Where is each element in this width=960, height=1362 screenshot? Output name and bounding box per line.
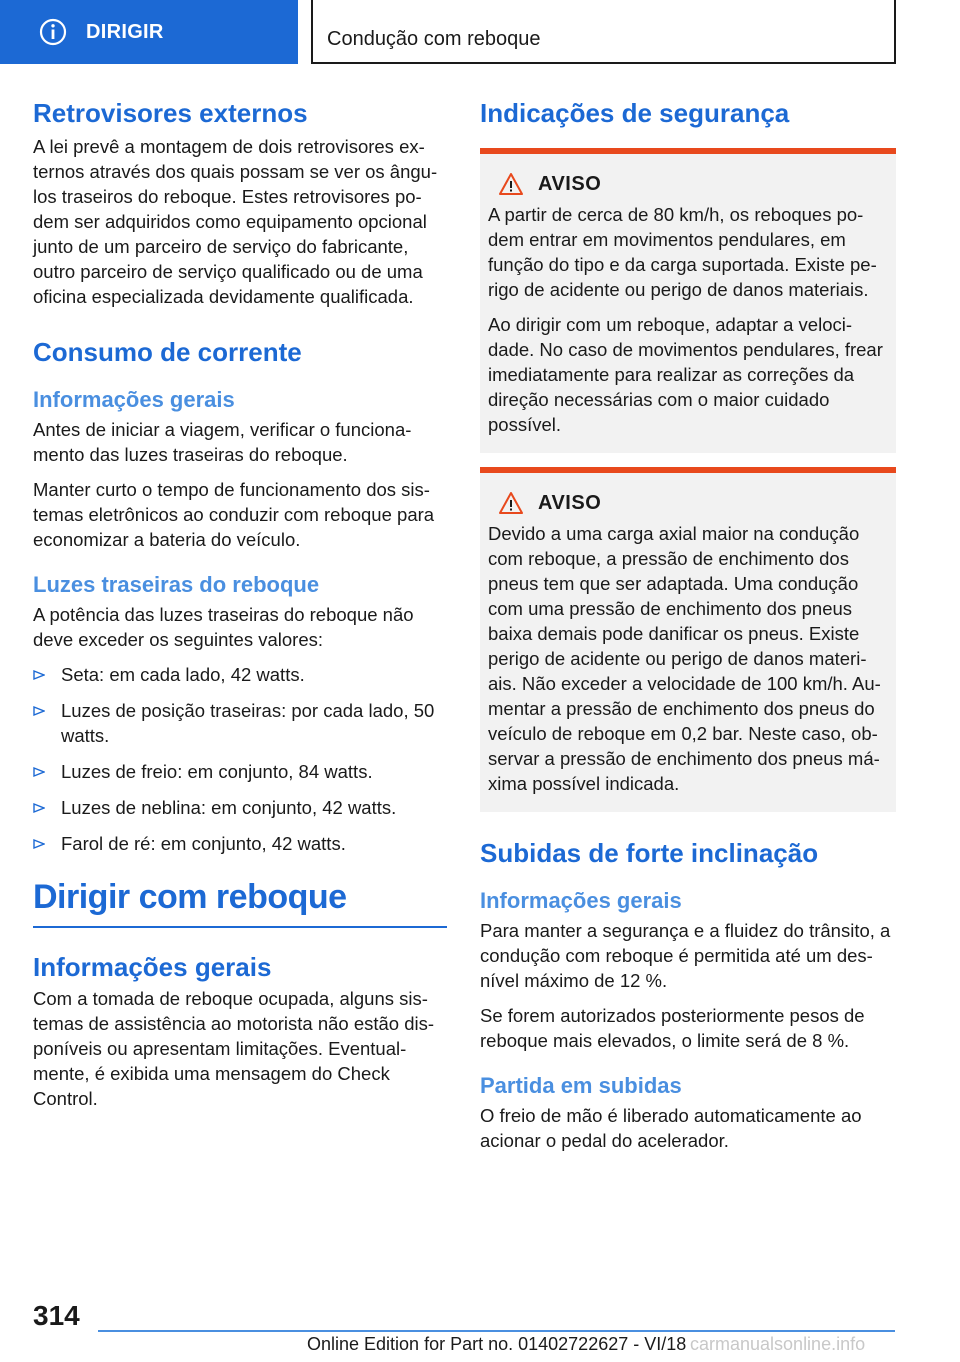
consumo-paragraph-1: Antes de iniciar a viagem, verificar o funciona-mento das luzes traseiras do reboque. — [33, 419, 412, 465]
luzes-intro: A potência das luzes traseiras do reboque não deve exceder os seguintes valores: — [33, 604, 414, 650]
subidas-paragraph-1: Para manter a segurança e a fluidez do trânsito, a condução com reboque é permitida até um des-nível máximo de 12 %. — [480, 920, 891, 991]
warning-triangle-icon — [498, 172, 524, 196]
warning-triangle-icon — [498, 491, 524, 515]
consumo-paragraph-2: Manter curto o tempo de funcionamento dos sis-temas eletrônicos ao conduzir com reboque para economizar a bateria do veículo. — [33, 479, 435, 550]
triangle-bullet-icon — [33, 802, 45, 814]
subheading-subidas-informacoes: Informações gerais — [480, 888, 682, 913]
subheading-dirigir-informacoes: Informações gerais — [33, 952, 272, 982]
warning-title: AVISO — [538, 172, 602, 195]
edition-text: Online Edition for Part no. 01402722627 - VI/18 — [307, 1334, 687, 1354]
heading-seguranca: Indicações de segurança — [480, 98, 790, 128]
list-item-text: Luzes de posição traseiras: por cada lado, 50 watts. — [61, 700, 435, 746]
subheading-partida: Partida em subidas — [480, 1073, 682, 1098]
warning-box-2 — [480, 467, 896, 812]
heading-retrovisores: Retrovisores externos — [33, 98, 308, 128]
warning-1-paragraph-1: A partir de cerca de 80 km/h, os reboques po-dem entrar em movimentos pendulares, em função do tipo e da carga suportada. Existe pe-rigo de acidente ou perigo de danos materiais. — [488, 204, 877, 300]
heading-rule — [33, 926, 447, 928]
section-tab — [0, 0, 298, 64]
chapter-title: Condução com reboque — [327, 28, 541, 50]
list-item — [33, 831, 447, 856]
retrovisores-body: A lei prevê a montagem de dois retrovisores ex-ternos através dos quais possam se ver os ângu-los traseiros do reboque. Estes retrovisores po-dem ser adquiridos como equipamento opcional junto de um parceiro de serviço do fabricante, outro parceiro de serviço qualificado ou de uma oficina especializada devidamente qualificada. — [33, 136, 438, 307]
subheading-informacoes-gerais: Informações gerais — [33, 387, 235, 412]
footer-rule — [98, 1330, 895, 1332]
list-item-text: Seta: em cada lado, 42 watts. — [61, 664, 305, 685]
list-item-text: Farol de ré: em conjunto, 42 watts. — [61, 833, 346, 854]
warning-title: AVISO — [538, 491, 602, 514]
list-item — [33, 698, 447, 748]
info-icon — [38, 17, 68, 47]
triangle-bullet-icon — [33, 669, 45, 681]
left-column — [33, 96, 447, 1111]
right-column — [480, 96, 896, 1153]
heading-consumo: Consumo de corrente — [33, 337, 302, 367]
list-item-text: Luzes de neblina: em conjunto, 42 watts. — [61, 797, 397, 818]
warning-header — [498, 172, 888, 196]
watermark-text: carmanualsonline.info — [690, 1334, 866, 1354]
warning-box-1 — [480, 148, 896, 453]
heading-dirigir-com-reboque: Dirigir com reboque — [33, 878, 347, 916]
warning-header — [498, 491, 888, 515]
heading-subidas: Subidas de forte inclinação — [480, 838, 819, 868]
section-label: DIRIGIR — [86, 20, 164, 43]
partida-body: O freio de mão é liberado automaticamente ao acionar o pedal do acelerador. — [480, 1105, 862, 1151]
warning-2-paragraph-1: Devido a uma carga axial maior na condução com reboque, a pressão de enchimento dos pneus tem que ser adaptada. Uma condução com uma pressão de enchimento dos pneus baixa demais pode danificar os pneus. Existe perigo de acidente ou perigo de danos materi-ais. Não exceder a velocidade de 100 km/h. Au-mentar a pressão de enchimento dos pneus do veículo de reboque em 0,2 bar. Neste caso, ob-servar a pressão de enchimento dos pneus má-xima possível indicada. — [488, 523, 881, 794]
subidas-paragraph-2: Se forem autorizados posteriormente pesos de reboque mais elevados, o limite será de 8 %. — [480, 1005, 865, 1051]
list-item — [33, 759, 447, 784]
subheading-luzes-traseiras: Luzes traseiras do reboque — [33, 572, 320, 597]
triangle-bullet-icon — [33, 838, 45, 850]
list-item — [33, 662, 447, 687]
chapter-header — [311, 0, 896, 64]
dirigir-body: Com a tomada de reboque ocupada, alguns sis-temas de assistência ao motorista não estão dis-poníveis ou apresentam limitações. Eventual-mente, é exibida uma mensagem do Check Control. — [33, 988, 435, 1109]
list-item — [33, 795, 447, 820]
page-number: 314 — [33, 1300, 80, 1331]
triangle-bullet-icon — [33, 705, 45, 717]
list-item-text: Luzes de freio: em conjunto, 84 watts. — [61, 761, 373, 782]
triangle-bullet-icon — [33, 766, 45, 778]
wattage-list — [33, 662, 447, 856]
warning-1-paragraph-2: Ao dirigir com um reboque, adaptar a veloci-dade. No caso de movimentos pendulares, frear imediatamente para realizar as correções da direção necessárias com o maior cuidado possível. — [488, 314, 883, 435]
